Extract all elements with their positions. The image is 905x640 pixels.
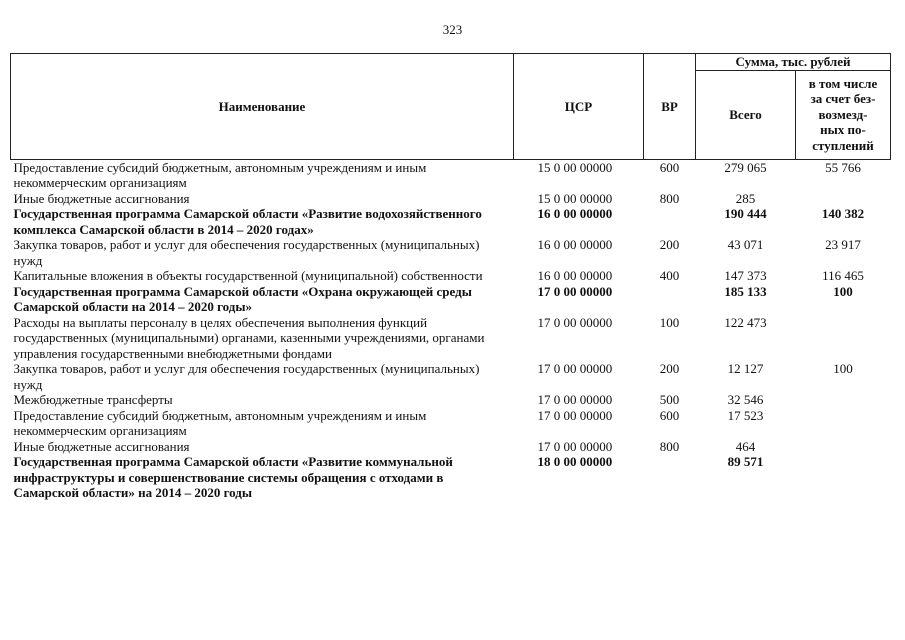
row-csr-cell: 15 0 00 00000 [537, 159, 613, 175]
row-vr-cell: 800 [659, 190, 680, 206]
row-free-receipts-cell: 100 [833, 283, 853, 299]
row-free-receipts-cell: 23 917 [825, 237, 861, 252]
table-row [11, 392, 891, 408]
row-free-receipts-cell: 116 465 [822, 268, 864, 283]
header-sum-group: Сумма, тыс. рублей [696, 54, 891, 71]
row-total-cell: 12 127 [727, 361, 764, 376]
row-csr-cell: 16 0 00 00000 [537, 237, 613, 252]
row-vr-cell: 500 [659, 392, 680, 407]
table-header [11, 54, 891, 160]
row-free-receipts-cell: 55 766 [825, 159, 861, 175]
header-free-receipts [796, 70, 891, 159]
header-total: Всего [696, 70, 796, 159]
row-total-cell: 464 [735, 438, 756, 454]
table-row [11, 315, 891, 362]
row-name-cell: Иные бюджетные ассигнования [13, 190, 190, 206]
row-total-cell: 43 071 [727, 237, 764, 252]
row-name-cell: Государственная программа Самарской области «Развитие водохозяйственного комплекса Самарской области в 2014 – 2020 годах» [13, 206, 482, 237]
budget-table [10, 53, 891, 501]
row-vr-cell: 200 [659, 237, 680, 252]
header-free-line: ных по- [820, 122, 866, 138]
table-row [11, 191, 891, 207]
row-csr-cell: 18 0 00 00000 [537, 454, 613, 469]
row-vr-cell [644, 206, 696, 237]
header-free-line: ступлений [812, 137, 874, 153]
row-vr-cell: 400 [659, 268, 680, 283]
header-free-line: возмезд- [818, 106, 868, 122]
row-csr-cell: 16 0 00 00000 [537, 268, 613, 283]
row-csr-cell: 17 0 00 00000 [537, 283, 613, 299]
row-free-receipts-cell [796, 408, 891, 439]
row-name-cell: Закупка товаров, работ и услуг для обеспечения государственных (муниципальных) нужд [13, 237, 480, 268]
row-total-cell: 17 523 [727, 407, 764, 423]
row-total-cell: 89 571 [727, 454, 764, 469]
header-vr: ВР [644, 54, 696, 160]
header-name: Наименование [11, 54, 514, 160]
row-free-receipts-cell: 100 [833, 361, 853, 376]
table-row [11, 268, 891, 284]
row-free-receipts-cell [796, 392, 891, 408]
row-total-cell: 147 373 [724, 268, 767, 283]
row-vr-cell: 200 [659, 361, 680, 376]
table-row [11, 237, 891, 268]
header-free-line: в том числе [808, 75, 878, 91]
row-total-cell: 285 [735, 190, 756, 206]
row-total-cell: 122 473 [724, 314, 767, 330]
row-free-receipts-cell [796, 315, 891, 362]
row-vr-cell: 600 [659, 159, 680, 175]
row-csr-cell: 17 0 00 00000 [537, 392, 613, 407]
row-name-cell: Государственная программа Самарской области «Охрана окружающей среды Самарской области на 2014 – 2020 годы» [13, 283, 472, 314]
row-name-cell: Иные бюджетные ассигнования [13, 438, 190, 454]
row-vr-cell: 100 [659, 314, 680, 330]
table-row [11, 159, 891, 191]
header-csr: ЦСР [514, 54, 644, 160]
row-free-receipts-cell: 140 382 [821, 206, 865, 221]
row-total-cell: 190 444 [724, 206, 767, 221]
row-name-cell: Закупка товаров, работ и услуг для обеспечения государственных (муниципальных) нужд [13, 361, 480, 392]
table-row [11, 439, 891, 455]
row-csr-cell: 16 0 00 00000 [537, 206, 613, 221]
row-name-cell: Предоставление субсидий бюджетным, автономным учреждениям и иным некоммерческим организациям [13, 407, 427, 438]
row-vr-cell: 800 [659, 438, 680, 454]
row-csr-cell: 17 0 00 00000 [537, 407, 613, 423]
row-free-receipts-cell [796, 439, 891, 455]
row-name-cell: Капитальные вложения в объекты государственной (муниципальной) собственности [13, 268, 483, 283]
row-total-cell: 185 133 [724, 283, 767, 299]
header-free-line: за счет без- [810, 91, 876, 107]
table-row [11, 408, 891, 439]
row-csr-cell: 17 0 00 00000 [537, 361, 613, 376]
table-row [11, 284, 891, 315]
table-row [11, 454, 891, 501]
page-number: 323 [442, 22, 463, 37]
table-body [11, 159, 891, 501]
row-vr-cell [644, 454, 696, 501]
row-total-cell: 32 546 [727, 392, 764, 407]
row-vr-cell: 600 [659, 407, 680, 423]
table-row [11, 206, 891, 237]
row-csr-cell: 17 0 00 00000 [537, 438, 613, 454]
row-free-receipts-cell [796, 454, 891, 501]
row-name-cell: Предоставление субсидий бюджетным, автономным учреждениям и иным некоммерческим организациям [13, 159, 427, 190]
row-free-receipts-cell [796, 191, 891, 207]
row-csr-cell: 15 0 00 00000 [537, 190, 613, 206]
table-row [11, 361, 891, 392]
row-total-cell: 279 065 [724, 159, 767, 175]
row-name-cell: Расходы на выплаты персоналу в целях обеспечения выполнения функций государственных (муниципальными) органами, казенными учреждениями, органами управления государственными внебюджетными фондами [13, 314, 485, 361]
row-name-cell: Государственная программа Самарской области «Развитие коммунальной инфраструктуры и совершенствование системы обращения с отходами в Самарской области» на 2014 – 2020 годы [13, 454, 453, 500]
row-vr-cell [644, 284, 696, 315]
row-csr-cell: 17 0 00 00000 [537, 314, 613, 330]
row-name-cell: Межбюджетные трансферты [13, 392, 173, 407]
